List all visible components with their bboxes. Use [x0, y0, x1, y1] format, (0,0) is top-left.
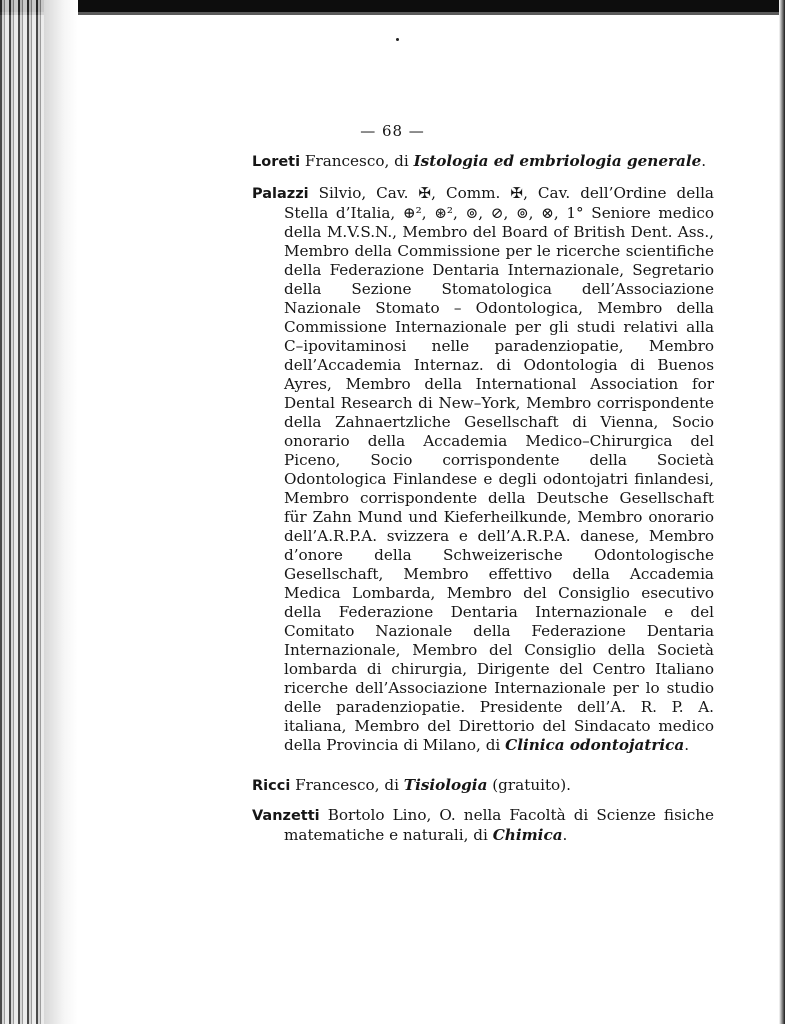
book-spine-shadow — [0, 0, 44, 1024]
entry-text: Francesco, di — [290, 776, 404, 794]
entry-name: Ricci — [252, 778, 291, 794]
entry-text: Francesco, di — [300, 152, 414, 170]
entry-subject: Istologia ed embriologia generale — [413, 152, 702, 170]
page-number: — 68 — — [360, 122, 425, 140]
scan-right-border — [779, 0, 785, 1024]
entry-text: Silvio, Cav. ✠, Comm. ✠, Cav. dell’Ordine della Stella d’Italia, ⊕², ⊛², ⊚, ⊘, ⊚, ⊗, 1° Seniore medico della M.V.S.N., Membro del Board of British Dent. Ass., Membro della Commissione per le ricerche scientifiche della Federazione Dentaria Internazionale, Segretario della Sezione Stomatologica dell’Associazione Nazionale Stomato – Odontologica, Membro della Commissione Internazionale per gli studi relativi alla C–ipovitaminosi nelle paradenziopatie, Membro dell’Accademia Internaz. di Odontologia di Buenos Ayres, Membro della International Association for Dental Research di New–York, Membro corrispondente della Zahnaertzliche Gesellschaft di Vienna, Socio onorario della Accademia Medico–Chirurgica del Piceno, Socio corrispondente della Società Odontologica Finlandese e degli odontojatri finlandesi, Membro corrispondente della Deutsche Gesellschaft für Zahn Mund und Kieferheilkunde, Membro onorario dell’A.R.P.A. svizzera e dell’A.R.P.A. danese, Membro d’onore della Schweizerische Odontologische Gesellschaft, Membro effettivo della Accademia Medica Lombarda, Membro del Consiglio esecutivo della Federazione Dentaria Internazionale e del Comitato Nazionale della Federazione Dentaria Internazionale, Membro del Consiglio della Società lombarda di chirurgia, Dirigente del Centro Italiano ricerche dell’Associazione Internazionale per lo studio delle paradenziopatie. Presidente dell’A. R. P. A. italiana, Membro del Direttorio del Sindacato medico della Provincia di Milano, di — [284, 184, 714, 754]
entry-loreti — [252, 152, 714, 172]
entry-suffix: . — [701, 152, 707, 170]
entry-text: Bortolo Lino, O. nella Facoltà di Scienze fisiche matematiche e naturali, di — [284, 806, 714, 844]
entry-name: Vanzetti — [252, 808, 320, 824]
scan-top-border — [0, 0, 785, 18]
entry-suffix: . — [562, 826, 568, 844]
entry-suffix: (gratuito). — [487, 776, 571, 794]
entry-name: Loreti — [252, 154, 301, 170]
entry-vanzetti — [252, 806, 714, 845]
entry-ricci — [252, 776, 714, 796]
entry-subject: Tisiologia — [403, 776, 488, 794]
ink-speck — [396, 38, 399, 41]
entry-name: Palazzi — [252, 186, 309, 202]
entry-suffix: . — [684, 736, 690, 754]
page-gutter — [44, 0, 78, 1024]
entry-subject: Chimica — [492, 826, 563, 844]
entry-palazzi — [252, 184, 714, 755]
entry-subject: Clinica odontojatrica — [505, 736, 685, 754]
